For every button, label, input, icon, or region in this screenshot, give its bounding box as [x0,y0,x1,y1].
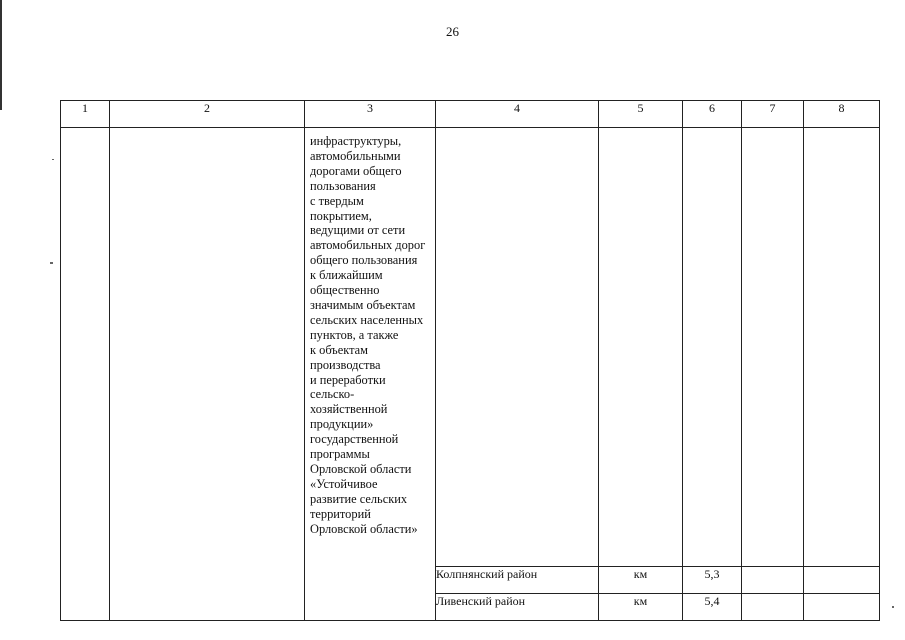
cell-indicator-empty [436,128,599,567]
program-text-line: общественно [310,283,380,298]
unit: км [599,567,683,594]
cell-8-empty [804,128,880,567]
program-text-line: сельских населенных [310,312,424,327]
header-row [61,101,880,128]
program-text-line: хозяйственной [310,402,388,417]
cell-name [110,128,305,621]
header-cell-1: 1 [61,101,110,128]
program-text-line: значимым объектам [310,297,416,312]
program-text-line: «Устойчивое [310,476,378,491]
header-cell-3: 3 [305,101,436,128]
district-name: Ливенский район [436,594,599,621]
program-text-line: инфраструктуры, [310,134,402,148]
document-table [60,100,880,621]
scan-edge [0,0,2,110]
scan-speck [50,262,53,264]
value: 5,4 [683,594,742,621]
program-text-line: автомобильных дорог [310,238,426,253]
scan-speck [892,606,894,608]
program-text-line: Орловской области» [310,521,418,536]
program-text-line: территорий [310,506,371,521]
page-number: 26 [446,24,459,39]
cell-8 [804,567,880,594]
program-text-line: продукции» [310,417,374,432]
cell-7 [742,594,804,621]
header-cell-4: 4 [436,101,599,128]
program-text-line: программы [310,447,370,462]
unit: км [599,594,683,621]
cell-number [61,128,110,621]
program-text-line: пунктов, а также [310,327,399,342]
header-cell-7: 7 [742,101,804,128]
program-text-line: с твердым [310,193,364,208]
program-text-line: сельско- [310,387,355,402]
program-text-line: развитие сельских [310,491,408,506]
header-cell-6: 6 [683,101,742,128]
program-text-line: Орловской области [310,461,412,476]
program-text-line: и переработки [310,372,386,387]
program-description-cell [305,128,436,621]
program-text-line: к ближайшим [310,268,383,283]
scan-speck [52,159,54,160]
program-text-line: к объектам [310,342,368,357]
header-cell-2: 2 [110,101,305,128]
program-text-line: автомобильными [310,148,401,163]
cell-7 [742,567,804,594]
program-text-line: ведущими от сети [310,223,406,238]
program-text-line: пользования [310,178,376,193]
cell-8 [804,594,880,621]
program-row [61,128,880,567]
cell-7-empty [742,128,804,567]
header-cell-5: 5 [599,101,683,128]
program-text-line: государственной [310,432,399,447]
header-cell-8: 8 [804,101,880,128]
value: 5,3 [683,567,742,594]
program-description [305,128,435,536]
district-name: Колпнянский район [436,567,599,594]
program-text-line: дорогами общего [310,163,402,178]
program-text-line: общего пользования [310,253,418,268]
program-text-line: покрытием, [310,208,372,223]
cell-value-empty [683,128,742,567]
cell-unit-empty [599,128,683,567]
program-text-line: производства [310,357,381,372]
